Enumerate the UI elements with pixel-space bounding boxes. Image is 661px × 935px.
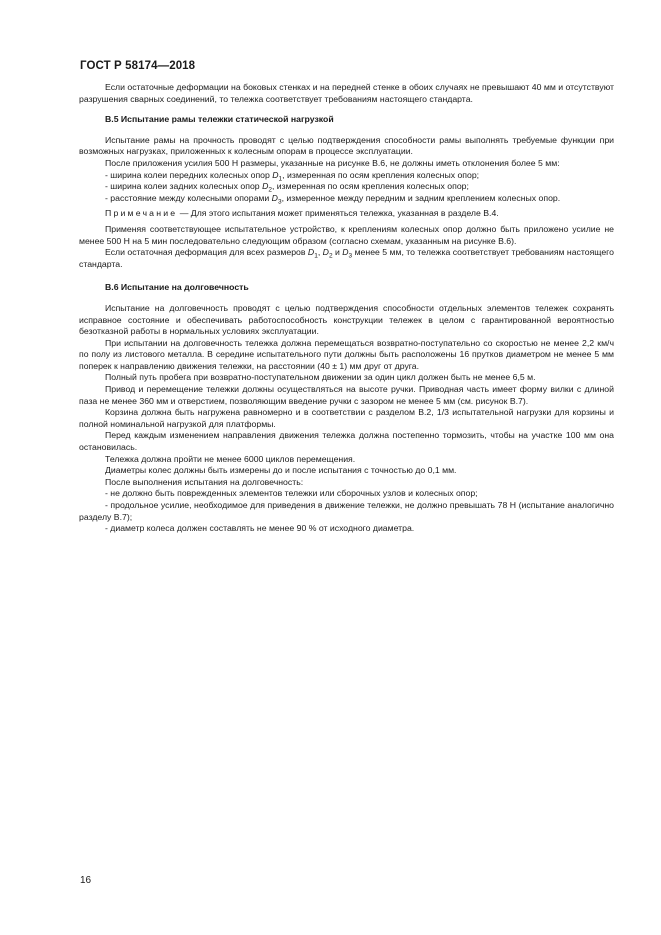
- b5-paragraph-4: Если остаточная деформация для всех размеров $D_1$, $D_2$ и $D_3$ менее 5 мм, то тележка соответствует требованиям настоящего стандарта.: [79, 247, 614, 269]
- section-b5-heading: В.5 Испытание рамы тележки статической нагрузкой: [105, 114, 334, 125]
- b5-note: Примечание — Для этого испытания может применяться тележка, указанная в разделе В.4.: [105, 208, 499, 219]
- b6-paragraph-5: Корзина должна быть нагружена равномерно и в соответствии с разделом В.2, 1/3 испытательной нагрузки для корзины и полной номинальной нагрузкой для платформы.: [79, 407, 614, 429]
- b6-paragraph-3: Полный путь пробега при возвратно-поступательном движении за один цикл должен быть не менее 6,5 м.: [105, 372, 536, 383]
- b5-paragraph-2: После приложения усилия 500 Н размеры, указанные на рисунке В.6, не должны иметь отклонения более 5 мм:: [105, 157, 560, 168]
- b6-paragraph-4: Привод и перемещение тележки должны осуществляться на высоте ручки. Приводная часть имеет форму вилки с длиной паза не менее 360 мм и отверстием, позволяющим введение ручки с зазором не менее 5 мм (см. рисунок В.7).: [79, 384, 614, 406]
- b6-paragraph-8: Диаметры колес должны быть измерены до и после испытания с точностью до 0,1 мм.: [105, 465, 457, 476]
- b6-paragraph-7: Тележка должна пройти не менее 6000 циклов перемещения.: [105, 453, 356, 464]
- b6-list-item-3: - диаметр колеса должен составлять не менее 90 % от исходного диаметра.: [105, 523, 415, 534]
- b6-list-item-1: - не должно быть поврежденных элементов тележки или сборочных узлов и колесных опор;: [105, 488, 478, 499]
- intro-paragraph: Если остаточные деформации на боковых стенках и на передней стенке в обоих случаях не превышают 40 мм и отсутствуют разрушения сварных соединений, то тележка соответствует требованиям настоящего стандарта.: [79, 82, 614, 104]
- b6-paragraph-1: Испытание на долговечность проводят с целью подтверждения способности отдельных элементов тележек сохранять исправное состояние и обеспечивать работоспособность конструкции тележек в целом с гарантированной вероятностью безотказной работы в нормальных условиях эксплуатации.: [79, 302, 614, 337]
- b6-list-item-2: - продольное усилие, необходимое для приведения в движение тележки, не должно превышать 78 Н (испытание аналогично разделу В.7);: [79, 500, 614, 522]
- b5-list-item-3: - расстояние между колесными опорами $D_3$, измеренное между передним и задним креплением колесных опор.: [105, 192, 561, 206]
- b5-paragraph-1: Испытание рамы на прочность проводят с целью подтверждения способности рамы выполнять требуемые функции при возможных нагрузках, приложенных к колесным опорам в процессе эксплуатации.: [79, 134, 614, 157]
- b6-paragraph-6: Перед каждым изменением направления движения тележка должна постепенно тормозить, чтобы на участке 100 мм она остановилась.: [79, 430, 614, 453]
- b5-list-item-2: - ширина колеи задних колесных опор $D_2$, измеренная по осям крепления колесных опор;: [105, 181, 469, 194]
- b6-paragraph-2: При испытании на долговечность тележка должна перемещаться возвратно-поступательно со скоростью не менее 2,2 км/ч по полу из листового металла. В середине испытательного пути должны быть расположены 16 прутков диаметром не менее 5 мм поперек к направлению движения тележки, на расстоянии (40 ± 1) мм друг от друга.: [79, 337, 614, 371]
- section-b6-heading: В.6 Испытание на долговечность: [105, 282, 249, 293]
- document-header: ГОСТ Р 58174—2018: [80, 60, 196, 72]
- page-body: [79, 82, 614, 535]
- b5-paragraph-3: Применяя соответствующее испытательное устройство, к креплениям колесных опор должно быть приложено усилие не менее 500 Н на 5 мин последовательно следующим образом (согласно схемам, указанным на рисунке В.6).: [79, 223, 614, 246]
- b5-list-item-1: - ширина колеи передних колесных опор $D_1$, измеренная по осям крепления колесных опор;: [105, 169, 480, 183]
- page-number: 16: [80, 875, 92, 886]
- b6-paragraph-9: После выполнения испытания на долговечность:: [105, 476, 304, 487]
